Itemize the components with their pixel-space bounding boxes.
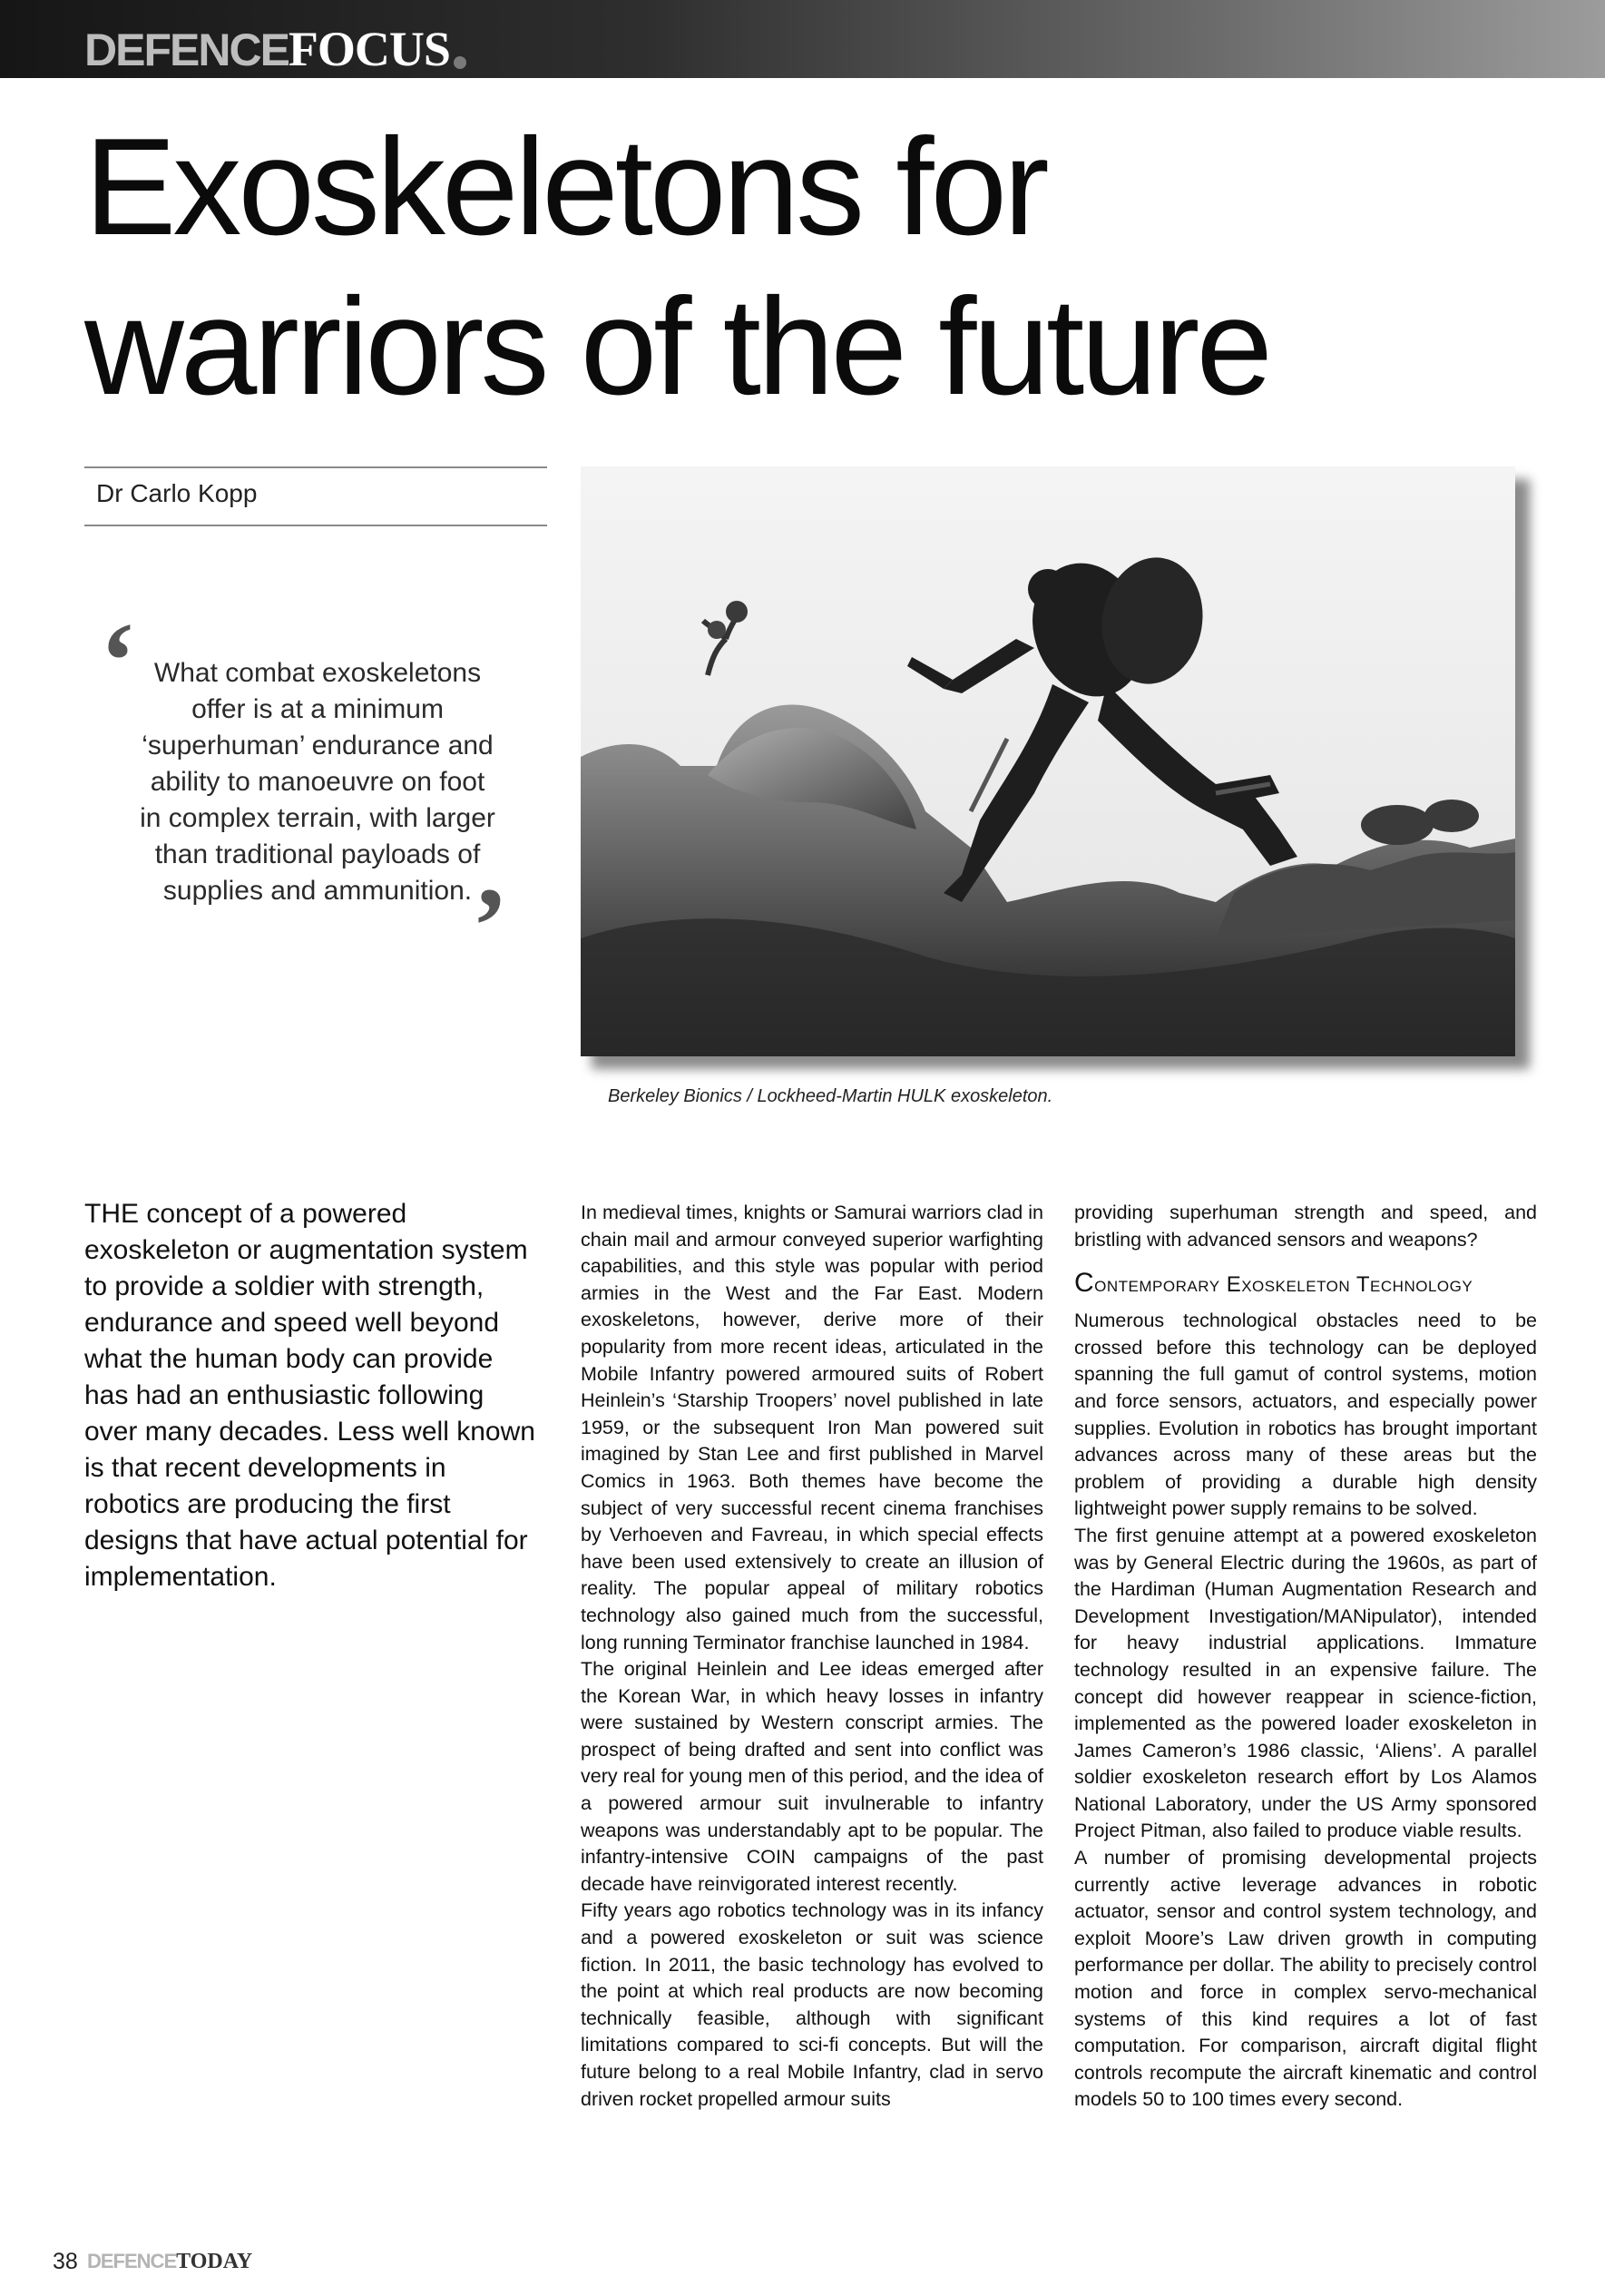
- body-paragraph-continuation: providing superhuman strength and speed, and bristling with advanced sensors and weapons?: [1074, 1202, 1537, 1251]
- section-subheading: Contemporary Exoskeleton Technology: [1074, 1268, 1473, 1299]
- body-paragraph: Numerous technological obstacles need to be crossed before this technology can be deployed spanning the full gamut of control systems, motion and force sensors, actuators, and especially power supplies. Evolution in robotics has brought important advances across many of these areas but the problem of providing a durable high density lightweight power supply remains to be solved.: [1074, 1310, 1537, 1520]
- photo-caption: Berkeley Bionics / Lockheed-Martin HULK exoskeleton.: [608, 1086, 1053, 1106]
- page-number: 38: [53, 2249, 78, 2274]
- body-paragraph: The first genuine attempt at a powered exoskeleton was by General Electric during the 1960s, as part of the Hardiman (Human Augmentation Research and Development Investigation/MANipulator), intended for heavy industrial applications. Immature technology resulted in an expensive failure. The concept did however reappear in science-fiction, implemented as the powered loader exoskeleton in James Cameron’s 1986 classic, ‘Aliens’. A parallel soldier exoskeleton research effort by Los Alamos National Laboratory, under the US Army sponsored Project Pitman, also failed to produce viable results.: [1074, 1524, 1537, 1842]
- body-column-3: [1074, 1200, 1537, 2114]
- brand-part-1: DEFENCE: [84, 25, 289, 75]
- footer-brand-part-1: DEFENCE: [87, 2250, 177, 2272]
- byline-rule-top: [84, 466, 547, 468]
- exoskeleton-photo: [581, 466, 1515, 1056]
- body-paragraph: Fifty years ago robotics technology was in its infancy and a powered exoskeleton or suit was science fiction. In 2011, the basic technology has evolved to the point at which real products are now becoming technically feasible, although with significant limitations compared to sci-fi concepts. But will the future belong to a real Mobile Infantry, clad in servo driven rocket propelled armour suits: [581, 1899, 1043, 2110]
- headline-line-2: warriors of the future: [84, 270, 1269, 424]
- brand-part-2: FOCUS: [288, 22, 450, 76]
- brand-dot: [454, 56, 466, 69]
- soldier-exoskeleton-illustration: [581, 466, 1515, 1056]
- body-column-2: [581, 1200, 1043, 2113]
- body-paragraph: A number of promising developmental projects currently active leverage advances in robotic actuator, sensor and control system technology, and exploit Moore’s Law driven growth in computing performance per dollar. The ability to precisely control motion and force in complex servo-mechanical systems of this kind requires a lot of fast computation. For comparison, aircraft digital flight controls recompute the aircraft kinematic and control models 50 to 100 times every second.: [1074, 1847, 1537, 2111]
- pull-quote: What combat exoskeletons offer is at a minimum ‘superhuman’ endurance and ability to manoeuvre on foot in complex terrain, with larger than traditional payloads of supplies and ammunition.: [140, 658, 495, 906]
- byline: Dr Carlo Kopp: [96, 479, 258, 507]
- byline-rule-bottom: [84, 525, 547, 526]
- headline-line-1: Exoskeletons for: [84, 110, 1046, 264]
- footer-brand-part-2: TODAY: [176, 2250, 253, 2273]
- body-paragraph: The original Heinlein and Lee ideas emerged after the Korean War, in which heavy losses in infantry were sustained by Western conscript armies. The prospect of being drafted and sent into conflict was very real for young men of this period, and the idea of a powered armour suit invulnerable to infantry weapons was understandably apt to be popular. The infantry-intensive COIN campaigns of the past decade have reinvigorated interest recently.: [581, 1658, 1043, 1895]
- open-quote-icon: ‘: [100, 600, 136, 721]
- body-paragraph: In medieval times, knights or Samurai warriors clad in chain mail and armour conveyed superior warfighting capabilities, and this style was popular with period armies in the West and the Far East. Modern exoskeletons, however, derive more of their popularity from more recent ideas, articulated in the Mobile Infantry powered armoured suits of Robert Heinlein’s ‘Starship Troopers’ novel published in late 1959, or the subsequent Iron Man powered suit imagined by Stan Lee and first published in Marvel Comics in 1963. Both themes have become the subject of very successful recent cinema franchises by Verhoeven and Favreau, in which special effects have been used extensively to create an illusion of reality. The popular appeal of military robotics technology also gained much from the successful, long running Terminator franchise launched in 1984.: [581, 1202, 1043, 1653]
- article-headline: [84, 107, 1536, 427]
- close-quote-icon: ’: [472, 865, 508, 986]
- publication-logo: [84, 20, 466, 78]
- lede-paragraph: THE concept of a powered exoskeleton or augmentation system to provide a soldier with strength, endurance and speed well beyond what the human body can provide has had an enthusiastic following over many decades. Less well known is that recent developments in robotics are producing the first designs that have actual potential for implementation.: [84, 1199, 535, 1592]
- footer-logo: [87, 2250, 252, 2274]
